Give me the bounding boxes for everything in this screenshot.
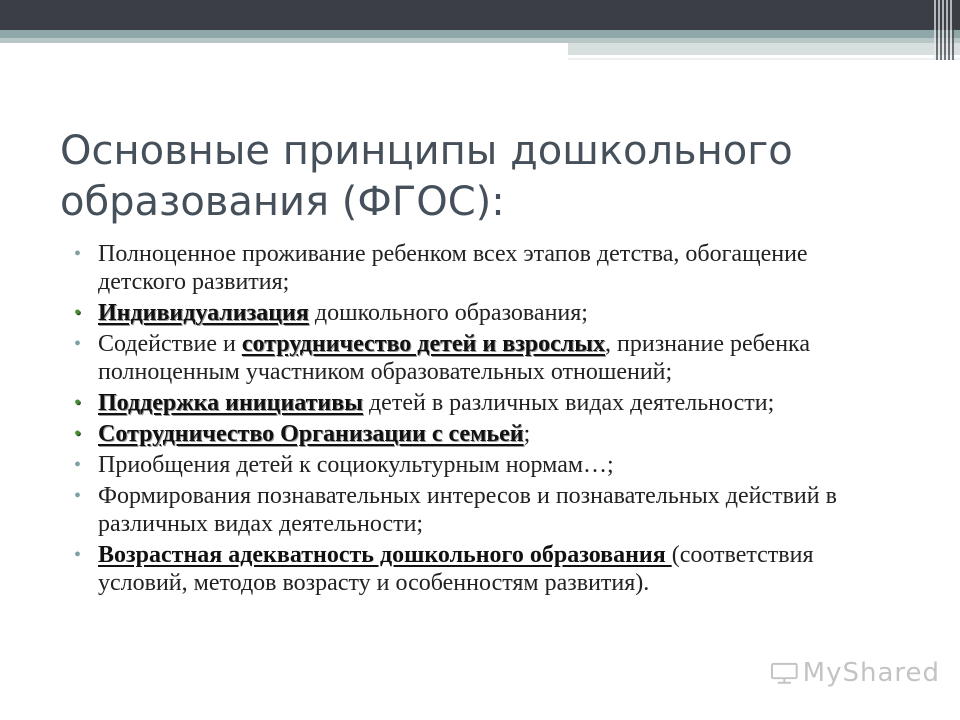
- top-dark-band: [0, 0, 960, 30]
- list-item: [70, 389, 900, 417]
- item-text: , признание ребенка полноценным участником образовательных отношений;: [98, 331, 810, 385]
- item-text: ;: [523, 421, 531, 447]
- bullet-icon: •: [74, 544, 82, 566]
- item-emphasis: Поддержка инициативы: [98, 390, 363, 416]
- item-text: Формирования познавательных интересов и познавательных действий в различных видах деятельности;: [98, 483, 837, 537]
- list-item: [70, 299, 900, 327]
- list-item: [70, 482, 900, 538]
- bullet-icon: •: [74, 485, 82, 507]
- item-emphasis: сотрудничество детей и взрослых: [241, 331, 605, 357]
- item-text: Приобщения детей к социокультурным нормам…;: [98, 452, 614, 478]
- item-emphasis: Индивидуализация: [98, 300, 309, 326]
- bullet-icon: •: [74, 454, 82, 476]
- bullet-icon: •: [74, 302, 82, 324]
- slide-title-line1: Основные принципы дошкольного: [60, 128, 793, 174]
- top-teal-band: [0, 30, 960, 38]
- item-text: (соответствия условий, методов возрасту и особенностям развития).: [98, 542, 814, 596]
- bullet-icon: •: [74, 423, 82, 445]
- item-text: детей в различных видах деятельности;: [362, 390, 775, 416]
- slide-title-line2: образования (ФГОС):: [60, 179, 505, 225]
- bullet-icon: •: [74, 333, 82, 355]
- corner-stripes: [934, 0, 954, 60]
- watermark-text: MyShared: [802, 658, 940, 688]
- list-item: [70, 330, 900, 386]
- list-item: [70, 420, 900, 448]
- item-text: Полноценное проживание ребенком всех этапов детства, обогащение детского развития;: [98, 241, 808, 295]
- top-accent-band: [568, 43, 960, 55]
- item-text: дошкольного образования;: [308, 300, 588, 326]
- list-item: [70, 451, 900, 479]
- watermark: [770, 653, 940, 693]
- list-item: [70, 541, 900, 597]
- bullet-icon: •: [74, 243, 82, 265]
- slide-title: [60, 126, 920, 228]
- bullet-icon: •: [74, 392, 82, 414]
- item-emphasis: Сотрудничество Организации с семьей: [98, 421, 524, 447]
- item-prefix: Содействие и: [98, 331, 242, 357]
- top-accent-line: [568, 58, 960, 60]
- item-emphasis: Возрастная адекватность дошкольного образования: [98, 542, 672, 568]
- projector-screen-icon: [770, 656, 799, 690]
- list-item: [70, 240, 900, 296]
- principles-list: [70, 240, 900, 600]
